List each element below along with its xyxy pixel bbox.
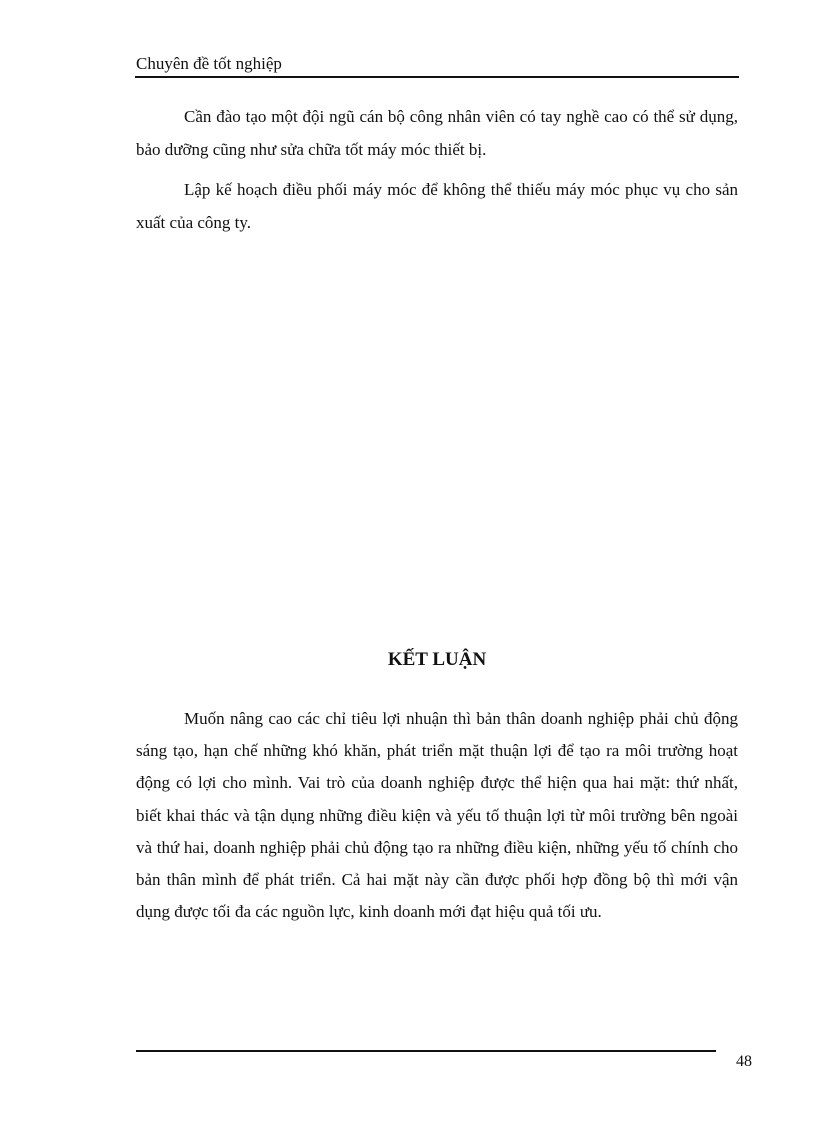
conclusion-paragraph: Muốn nâng cao các chỉ tiêu lợi nhuận thì bản thân doanh nghiệp phải chủ động sáng tạo, hạn chế những khó khăn, phát triển mặt thuận lợi để tạo ra môi trường hoạt động có lợi cho mình. Vai trò của doanh nghiệp được thể hiện qua hai mặt: thứ nhất, biết khai thác và tận dụng những điều kiện và yếu tố thuận lợi từ môi trường bên ngoài và thứ hai, doanh nghiệp phải chủ động tạo ra những điều kiện, những yếu tố chính cho bản thân mình để phát triển. Cả hai mặt này cần được phối hợp đồng bộ thì mới vận dụng được tối đa các nguồn lực, kinh doanh mới đạt hiệu quả tối ưu. bbox=[136, 709, 738, 922]
footer-divider bbox=[136, 1050, 716, 1052]
body-paragraph-1: Cần đào tạo một đội ngũ cán bộ công nhân viên có tay nghề cao có thể sử dụng, bảo dưỡng cũng như sửa chữa tốt máy móc thiết bị. bbox=[136, 107, 738, 159]
page-number: 48 bbox=[736, 1053, 752, 1070]
header-divider bbox=[135, 76, 739, 78]
body-paragraph-2: Lập kế hoạch điều phối máy móc để không thể thiếu máy móc phục vụ cho sản xuất của công ty. bbox=[136, 180, 738, 232]
conclusion-heading: KẾT LUẬN bbox=[387, 649, 487, 670]
running-header-title: Chuyên đề tốt nghiệp bbox=[136, 54, 282, 73]
